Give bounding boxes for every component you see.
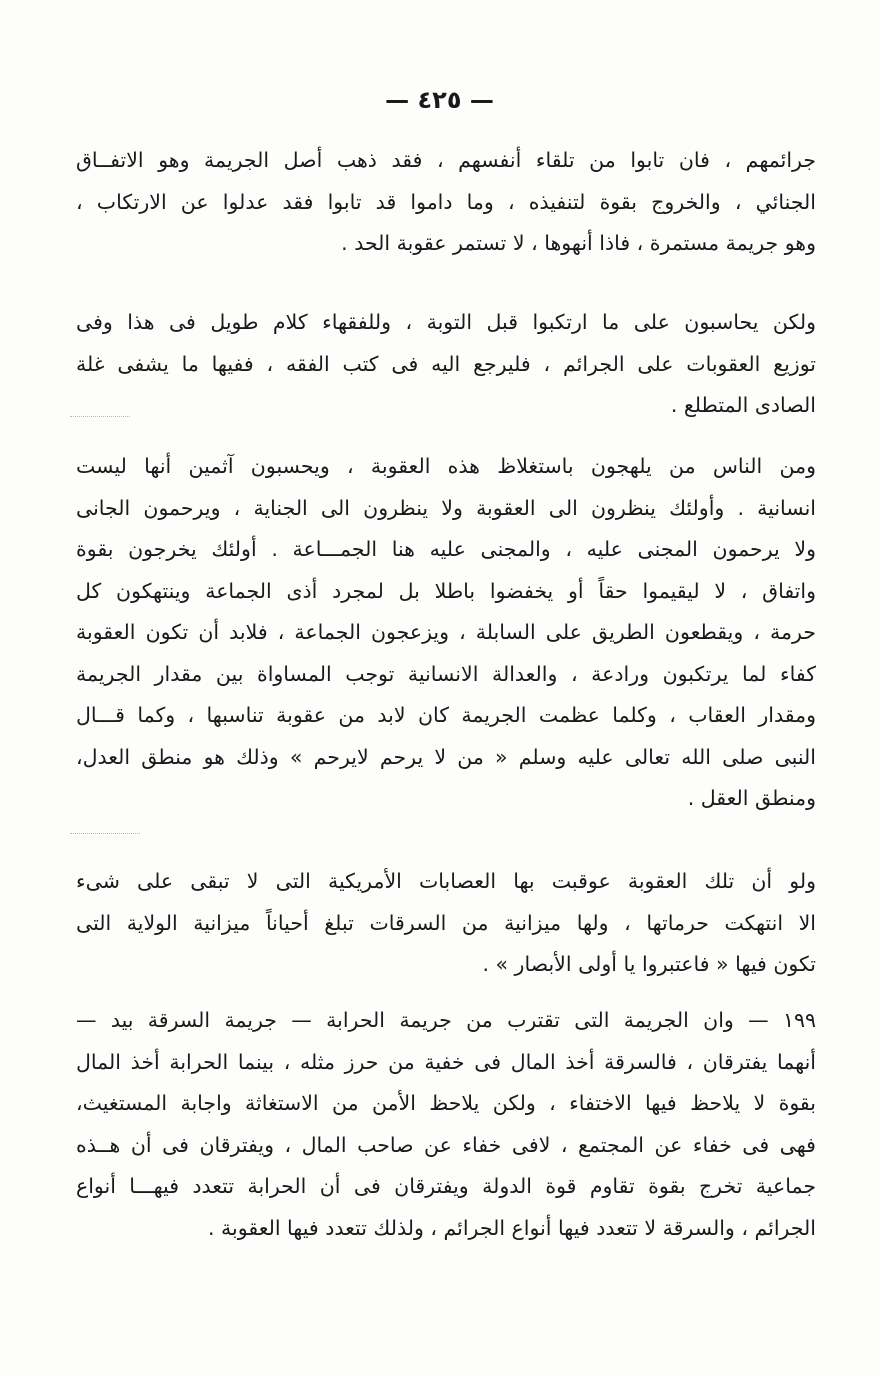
- page-number: — ٤٢٥ —: [385, 86, 494, 114]
- paragraph-4: [76, 861, 816, 986]
- text-line: انسانية . وأولئك ينظرون الى العقوبة ولا ينظرون الى الجناية ، ويرحمون الجانى: [76, 495, 816, 520]
- text-line: ومن الناس من يلهجون باستغلاظ هذه العقوبة ، ويحسبون آثمين أنها ليست: [76, 454, 816, 478]
- text-line: حرمة ، ويقطعون الطريق على السابلة ، ويزعجون الجماعة ، فلابد أن تكون العقوبة: [76, 620, 816, 644]
- text-line: كفاء لما يرتكبون ورادعة ، والعدالة الانسانية توجب المساواة بين مقدار الجريمة: [76, 661, 816, 686]
- text-line: ١٩٩ — وان الجريمة التى تقترب من جريمة الحرابة — جريمة السرقة بيد —: [76, 1008, 816, 1032]
- text-line: بقوة لا يلاحظ فيها الاختفاء ، ولكن يلاحظ الأمن من الاستغاثة واجابة المستغيث،: [76, 1091, 816, 1115]
- text-line: ولكن يحاسبون على ما ارتكبوا قبل التوبة ، وللفقهاء كلام طويل فى هذا وفى: [76, 310, 816, 334]
- text-line: واتفاق ، لا ليقيموا حقاً أو يخفضوا باطلا بل لمجرد أذى الجماعة وينتهكون كل: [76, 578, 816, 603]
- text-line: ومقدار العقاب ، وكلما عظمت الجريمة كان لابد من عقوبة تناسبها ، وكما قـــال: [76, 703, 816, 727]
- section-divider: [70, 833, 140, 834]
- text-line: فهى فى خفاء عن المجتمع ، لافى خفاء عن صاحب المال ، ويفترقان فى أن هــذه: [76, 1132, 816, 1157]
- text-line: أنهما يفترقان ، فالسرقة أخذ المال فى خفية من حرز مثله ، بينما الحرابة أخذ المال: [76, 1049, 816, 1074]
- text-line: الا انتهكت حرماتها ، ولها ميزانية من السرقات تبلغ أحياناً ميزانية الولاية التى: [76, 910, 816, 935]
- text-line: النبى صلى الله تعالى عليه وسلم « من لا يرحم لايرحم » وذلك هو منطق العدل،: [76, 744, 816, 769]
- paragraph-1: [76, 140, 816, 265]
- text-line: وهو جريمة مستمرة ، فاذا أنهوها ، لا تستمر عقوبة الحد .: [341, 231, 816, 255]
- section-divider: [70, 416, 130, 417]
- paragraph-5: [76, 1000, 816, 1249]
- text-line: الجنائي ، والخروج بقوة لتنفيذه ، وما داموا قد تابوا فقد عدلوا عن الارتكاب ،: [76, 189, 816, 214]
- text-line: تكون فيها « فاعتبروا يا أولى الأبصار » .: [482, 952, 816, 976]
- text-line: الصادى المتطلع .: [670, 393, 816, 417]
- text-line: توزيع العقوبات على الجرائم ، فليرجع اليه فى كتب الفقه ، ففيها ما يشفى غلة: [76, 351, 816, 376]
- text-line: ومنطق العقل .: [687, 786, 816, 810]
- text-line: ولو أن تلك العقوبة عوقبت بها العصابات الأمريكية التى لا تبقى على شىء: [76, 869, 816, 893]
- text-line: الجرائم ، والسرقة لا تتعدد فيها أنواع الجرائم ، ولذلك تتعدد فيها العقوبة .: [208, 1215, 816, 1240]
- paragraph-3: [76, 446, 816, 820]
- text-line: جرائمهم ، فان تابوا من تلقاء أنفسهم ، فقد ذهب أصل الجريمة وهو الاتفــاق: [76, 148, 816, 172]
- text-line: ولا يرحمون المجنى عليه ، والمجنى عليه هنا الجمـــاعة . أولئك يخرجون بقوة: [76, 537, 816, 561]
- text-line: جماعية تخرج بقوة تقاوم قوة الدولة ويفترقان فى أن الحرابة تتعدد فيهـــا أنواع: [76, 1174, 816, 1198]
- paragraph-2: [76, 302, 816, 427]
